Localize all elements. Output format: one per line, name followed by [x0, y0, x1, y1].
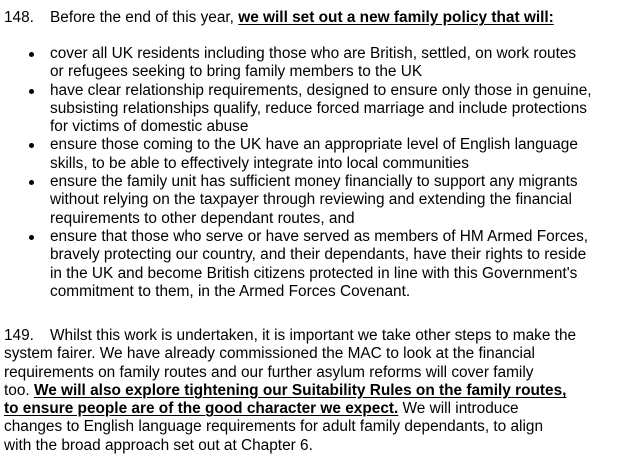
- bullet-line: subsisting relationships qualify, reduce forced marriage and include protections: [50, 99, 587, 117]
- bullet-item: [0, 82, 620, 137]
- bullet-line: skills, to be able to effectively integrate into local communities: [50, 154, 469, 172]
- paragraph-149-plain-text: We will introduce: [398, 400, 519, 418]
- bullet-item: [0, 228, 620, 301]
- paragraph-149-line-2: system fairer. We have already commissioned the MAC to look at the financial: [4, 345, 535, 363]
- bullet-line: ensure those coming to the UK have an appropriate level of English language: [50, 136, 578, 154]
- bullet-line: requirements to other dependant routes, and: [50, 209, 355, 227]
- paragraph-149-text: Whilst this work is undertaken, it is important we take other steps to make the: [50, 327, 577, 344]
- paragraph-149-plain-text: too.: [4, 381, 34, 399]
- bullet-line: ensure the family unit has sufficient money financially to support any migrants: [50, 173, 578, 191]
- bullet-line: in the UK and become British citizens protected in line with this Government's: [50, 264, 578, 282]
- bullet-dot-icon: [29, 235, 34, 240]
- bullet-line: have clear relationship requirements, designed to ensure only those in genuine,: [50, 81, 592, 99]
- bullet-dot-icon: [29, 143, 34, 148]
- paragraph-148: [4, 9, 614, 27]
- bullet-line: commitment to them, in the Armed Forces Covenant.: [50, 282, 411, 300]
- bullet-line: or refugees seeking to bring family members to the UK: [50, 63, 423, 81]
- bullet-line: without relying on the taxpayer through reviewing and extending the financial: [50, 191, 572, 209]
- paragraph-149-line-1: [4, 327, 614, 345]
- paragraph-148-intro: Before the end of this year,: [50, 9, 239, 26]
- paragraph-149: [4, 327, 614, 455]
- bullet-line: for victims of domestic abuse: [50, 118, 249, 136]
- paragraph-149-line-7: with the broad approach set out at Chapter 6.: [4, 436, 313, 454]
- bullet-dot-icon: [29, 180, 34, 185]
- bullet-item: [0, 45, 620, 82]
- paragraph-149-emphasis: to ensure people are of the good character we expect.: [4, 400, 399, 418]
- paragraph-149-emphasis: We will also explore tightening our Suitability Rules on the family routes,: [33, 381, 567, 399]
- paragraph-148-emphasis: we will set out a new family policy that will:: [238, 9, 554, 26]
- paragraph-149-line-3: requirements on family routes and our further asylum reforms will cover family: [4, 363, 534, 381]
- paragraph-149-line-5: [4, 400, 614, 418]
- bullet-line: bravely protecting our country, and their dependants, have their rights to reside: [50, 246, 587, 264]
- family-policy-bullet-list: [0, 45, 620, 301]
- paragraph-number-149: 149.: [4, 327, 34, 344]
- bullet-line: ensure that those who serve or have served as members of HM Armed Forces,: [50, 227, 589, 245]
- bullet-dot-icon: [29, 89, 34, 94]
- paragraph-number-148: 148.: [4, 9, 34, 26]
- paragraph-149-line-4: [4, 382, 614, 400]
- bullet-item: [0, 136, 620, 173]
- bullet-line: cover all UK residents including those who are British, settled, on work routes: [50, 45, 577, 62]
- bullet-item: [0, 173, 620, 228]
- paragraph-149-line-6: changes to English language requirements for adult family dependants, to align: [4, 418, 544, 436]
- bullet-dot-icon: [29, 52, 34, 57]
